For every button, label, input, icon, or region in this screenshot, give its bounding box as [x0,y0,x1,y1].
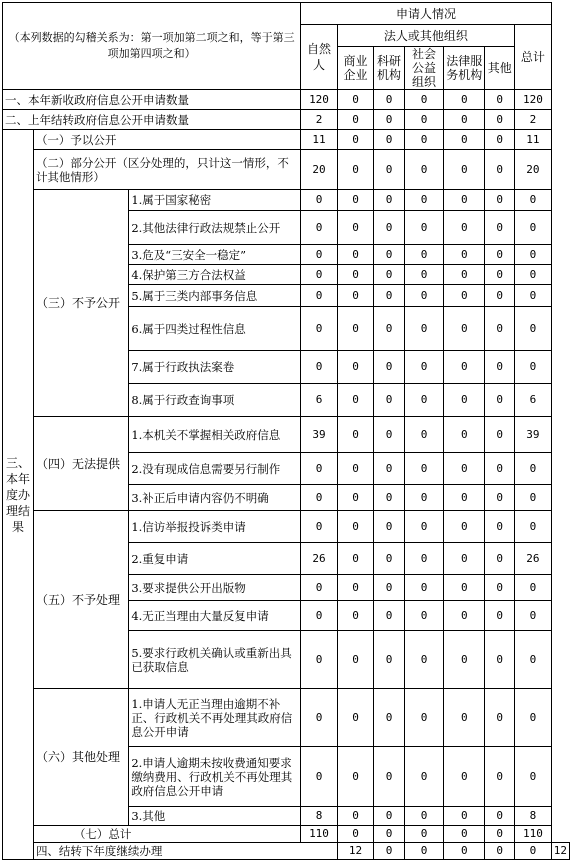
cell-value: 0 [404,245,443,265]
research-header: 科研机构 [374,47,405,90]
cell-value: 0 [485,485,515,511]
cell-value: 0 [485,265,515,285]
legal-persons-header: 法人或其他组织 [337,25,514,47]
cell-value: 0 [444,843,485,860]
table-row [3,843,570,860]
cell-value: 0 [444,485,485,511]
row-label: 5.属于三类内部事务信息 [129,285,301,307]
cell-value: 0 [485,826,515,843]
cell-value: 0 [404,843,443,860]
other-header: 其他 [485,47,515,90]
cell-value: 0 [444,575,485,601]
cell-value: 0 [337,351,373,384]
cell-value: 0 [301,453,338,485]
cell-value: 20 [301,150,338,190]
cell-value: 0 [374,511,405,543]
cell-value: 0 [485,511,515,543]
table-row [3,110,570,130]
statistics-table [2,2,570,860]
cell-value: 0 [485,285,515,307]
cell-value: 0 [485,110,515,130]
cell-value: 0 [374,285,405,307]
row-label: 1.信访举报投诉类申请 [129,511,301,543]
cell-value: 0 [404,285,443,307]
cell-value: 11 [301,130,338,150]
cell-value: 0 [301,190,338,211]
row-label: 3.补正后申请内容仍不明确 [129,485,301,511]
cell-value: 0 [301,747,338,807]
cell-value: 0 [337,190,373,211]
cell-value: 0 [374,453,405,485]
section-3-label: 三、本年度办理结果 [3,130,34,860]
cell-value: 0 [515,631,552,689]
row-label: 四、结转下年度继续办理 [33,843,337,860]
cell-value: 2 [515,110,552,130]
cell-value: 0 [337,807,373,826]
cell-value: 0 [444,511,485,543]
cell-value: 0 [404,190,443,211]
cell-value: 0 [337,245,373,265]
row-label: 5.要求行政机关确认或重新出具已获取信息 [129,631,301,689]
cell-value: 0 [337,485,373,511]
cell-value: 6 [301,384,338,417]
row-label: 2.重复申请 [129,543,301,575]
row-label: （二）部分公开（区分处理的，只计这一情形，不计其他情形） [33,150,300,190]
cell-value: 0 [515,511,552,543]
applicant-status-header: 申请人情况 [301,3,552,25]
cell-value: 0 [404,543,443,575]
cell-value: 0 [337,307,373,351]
cell-value: 0 [485,543,515,575]
cell-value: 0 [404,150,443,190]
cell-value: 0 [404,631,443,689]
cell-value: 0 [374,747,405,807]
cell-value: 0 [444,601,485,631]
cell-value: 0 [404,485,443,511]
table-row [3,417,570,453]
cell-value: 0 [404,351,443,384]
cell-value: 0 [301,307,338,351]
cell-value: 0 [337,110,373,130]
cell-value: 0 [337,631,373,689]
cell-value: 0 [374,351,405,384]
cell-value: 0 [337,689,373,747]
row-label: 2.其他法律行政法规禁止公开 [129,211,301,245]
cell-value: 0 [404,417,443,453]
cell-value: 0 [337,285,373,307]
cell-value: 0 [337,130,373,150]
cell-value: 0 [404,211,443,245]
cell-value: 0 [404,307,443,351]
cell-value: 0 [485,150,515,190]
cell-value: 120 [515,90,552,110]
cell-value: 0 [374,130,405,150]
cell-value: 0 [485,417,515,453]
cell-value: 2 [301,110,338,130]
cell-value: 0 [515,190,552,211]
cell-value: 0 [444,150,485,190]
table-row [3,150,570,190]
cell-value: 0 [444,826,485,843]
cell-value: 0 [301,601,338,631]
cell-value: 0 [301,265,338,285]
table-row [3,130,570,150]
cell-value: 0 [485,601,515,631]
cell-value: 0 [404,747,443,807]
cell-value: 0 [301,575,338,601]
commercial-header: 商业企业 [337,47,373,90]
cell-value: 0 [404,265,443,285]
cell-value: 0 [515,453,552,485]
cell-value: 0 [444,307,485,351]
cell-value: 0 [374,190,405,211]
legal-service-header: 法律服务机构 [444,47,485,90]
row-label: （七）总计 [33,826,300,843]
cell-value: 0 [374,265,405,285]
cell-value: 0 [444,747,485,807]
cell-value: 0 [485,575,515,601]
cell-value: 0 [485,631,515,689]
cell-value: 26 [301,543,338,575]
row-label: 7.属于行政执法案卷 [129,351,301,384]
cell-value: 0 [444,211,485,245]
cell-value: 0 [485,807,515,826]
cell-value: 0 [337,453,373,485]
cell-value: 0 [404,575,443,601]
cell-value: 0 [301,211,338,245]
cell-value: 0 [374,826,405,843]
cell-value: 0 [374,631,405,689]
row-label: 3.其他 [129,807,301,826]
row-label: 一、本年新收政府信息公开申请数量 [3,90,301,110]
cell-value: 0 [515,689,552,747]
cell-value: 0 [337,417,373,453]
group-label-g5: （五）不予处理 [33,511,128,689]
cell-value: 0 [404,130,443,150]
cell-value: 0 [404,384,443,417]
group-label-g4: （四）无法提供 [33,417,128,511]
cell-value: 0 [301,245,338,265]
cell-value: 0 [444,417,485,453]
cell-value: 0 [515,211,552,245]
cell-value: 0 [485,90,515,110]
cell-value: 0 [374,307,405,351]
cell-value: 0 [374,807,405,826]
group-label-g6: （六）其他处理 [33,689,128,826]
table-row [3,90,570,110]
cell-value: 0 [515,285,552,307]
cell-value: 0 [515,575,552,601]
table-row [3,511,570,543]
cell-value: 0 [301,485,338,511]
cell-value: 0 [404,826,443,843]
cell-value: 0 [485,190,515,211]
cell-value: 0 [374,485,405,511]
cell-value: 0 [444,453,485,485]
cell-value: 12 [551,843,569,860]
cell-value: 8 [515,807,552,826]
cell-value: 0 [444,285,485,307]
cell-value: 0 [374,90,405,110]
cell-value: 0 [444,807,485,826]
cell-value: 0 [337,747,373,807]
group-label-g3: （三）不予公开 [33,190,128,417]
row-label: 4.无正当理由大量反复申请 [129,601,301,631]
cell-value: 0 [337,150,373,190]
cell-value: 0 [444,245,485,265]
cell-value: 0 [301,631,338,689]
cell-value: 0 [337,90,373,110]
cell-value: 0 [485,747,515,807]
cell-value: 0 [515,307,552,351]
cell-value: 0 [485,211,515,245]
cell-value: 0 [301,511,338,543]
row-label: 4.保护第三方合法权益 [129,265,301,285]
cell-value: 39 [301,417,338,453]
cell-value: 0 [515,245,552,265]
cell-value: 110 [301,826,338,843]
cell-value: 0 [337,575,373,601]
cell-value: 0 [374,245,405,265]
cell-value: 0 [374,110,405,130]
cell-value: 0 [485,689,515,747]
cell-value: 0 [404,689,443,747]
cell-value: 0 [404,90,443,110]
cell-value: 0 [337,511,373,543]
natural-person-header: 自然人 [301,25,338,90]
cell-value: 0 [337,211,373,245]
row-label: 3.危及“三安全一稳定” [129,245,301,265]
cell-value: 0 [404,110,443,130]
cell-value: 0 [374,843,405,860]
row-label: 2.没有现成信息需要另行制作 [129,453,301,485]
cell-value: 0 [337,384,373,417]
cell-value: 0 [374,575,405,601]
row-label: 1.申请人无正当理由逾期不补正、行政机关不再处理其政府信息公开申请 [129,689,301,747]
cell-value: 120 [301,90,338,110]
cell-value: 0 [485,130,515,150]
cell-value: 0 [374,601,405,631]
cell-value: 0 [301,351,338,384]
cell-value: 11 [515,130,552,150]
cell-value: 0 [444,351,485,384]
cell-value: 12 [337,843,373,860]
cell-value: 0 [374,417,405,453]
cell-value: 0 [515,351,552,384]
cell-value: 0 [374,384,405,417]
row-label: 6.属于四类过程性信息 [129,307,301,351]
row-label: 8.属于行政查询事项 [129,384,301,417]
cell-value: 0 [444,543,485,575]
cell-value: 0 [337,265,373,285]
cell-value: 0 [515,747,552,807]
cell-value: 0 [444,130,485,150]
table-row [3,826,570,843]
total-header: 总计 [515,25,552,90]
cell-value: 0 [404,807,443,826]
table-row [3,190,570,211]
row-label: 1.本机关不掌握相关政府信息 [129,417,301,453]
row-label: 二、上年结转政府信息公开申请数量 [3,110,301,130]
cell-value: 0 [404,511,443,543]
cell-value: 0 [374,689,405,747]
cell-value: 39 [515,417,552,453]
cell-value: 6 [515,384,552,417]
cell-value: 26 [515,543,552,575]
cell-value: 0 [444,265,485,285]
cell-value: 0 [301,689,338,747]
cell-value: 0 [301,285,338,307]
cell-value: 0 [404,453,443,485]
cell-value: 0 [337,826,373,843]
cell-value: 0 [515,485,552,511]
cell-value: 110 [515,826,552,843]
cell-value: 0 [485,843,515,860]
cell-value: 0 [485,245,515,265]
cell-value: 0 [485,351,515,384]
cell-value: 20 [515,150,552,190]
row-label: 2.申请人逾期未按收费通知要求缴纳费用、行政机关不再处理其政府信息公开申请 [129,747,301,807]
cell-value: 0 [515,843,552,860]
cell-value: 0 [374,150,405,190]
cell-value: 0 [444,384,485,417]
cell-value: 0 [485,453,515,485]
cell-value: 0 [515,265,552,285]
row-label: （一）予以公开 [33,130,300,150]
cell-value: 0 [485,384,515,417]
table-row [3,689,570,747]
cell-value: 8 [301,807,338,826]
cell-value: 0 [444,190,485,211]
row-label: 3.要求提供公开出版物 [129,575,301,601]
cell-value: 0 [337,601,373,631]
row-label: 1.属于国家秘密 [129,190,301,211]
cell-value: 0 [337,543,373,575]
cell-value: 0 [374,211,405,245]
social-header: 社会公益组织 [404,47,443,90]
cell-value: 0 [374,543,405,575]
header-note: （本列数据的勾稽关系为：第一项加第二项之和，等于第三项加第四项之和） [3,3,301,90]
cell-value: 0 [485,307,515,351]
cell-value: 0 [444,110,485,130]
cell-value: 0 [515,601,552,631]
cell-value: 0 [404,601,443,631]
cell-value: 0 [444,631,485,689]
cell-value: 0 [444,689,485,747]
cell-value: 0 [444,90,485,110]
